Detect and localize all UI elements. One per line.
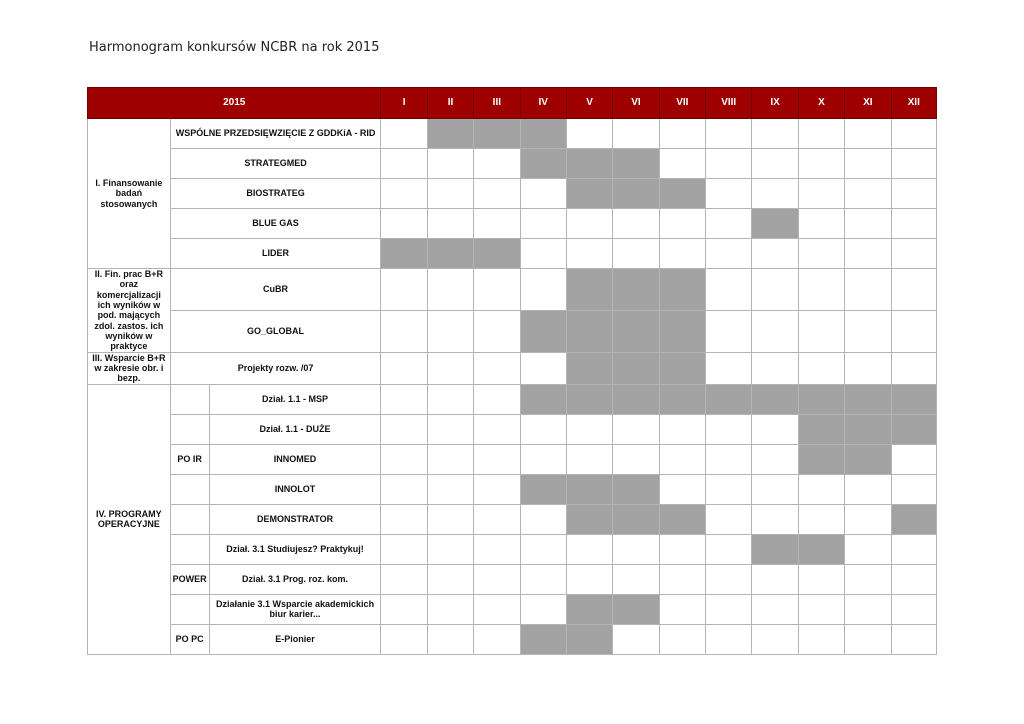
month-cell xyxy=(566,209,612,239)
month-cell xyxy=(520,239,566,269)
program-cell-inner xyxy=(171,535,381,564)
program-name: LIDER xyxy=(170,239,381,269)
month-cell xyxy=(381,444,427,474)
month-cell xyxy=(613,119,659,149)
month-cell xyxy=(520,269,566,311)
month-cell xyxy=(845,534,891,564)
month-cell xyxy=(659,209,705,239)
program-name: Projekty rozw. /07 xyxy=(170,352,381,384)
month-cell xyxy=(798,504,844,534)
active-month-cell xyxy=(427,239,473,269)
header-row xyxy=(88,88,937,119)
program-name: Działanie 3.1 Wsparcie akademickich biur karier... xyxy=(215,598,375,620)
month-header-12: XII xyxy=(891,88,936,119)
subgroup-name: PO IR xyxy=(177,454,202,465)
program-row xyxy=(88,534,937,564)
month-cell xyxy=(798,179,844,209)
program-name: DEMONSTRATOR xyxy=(256,514,334,525)
month-cell xyxy=(845,239,891,269)
program-cell-wrapper xyxy=(170,534,381,564)
active-month-cell xyxy=(520,310,566,352)
active-month-cell xyxy=(845,384,891,414)
program-row xyxy=(88,384,937,414)
active-month-cell xyxy=(613,149,659,179)
month-cell xyxy=(845,269,891,311)
month-header-5: V xyxy=(566,88,612,119)
month-cell xyxy=(474,594,520,624)
active-month-cell xyxy=(891,504,936,534)
month-cell xyxy=(381,352,427,384)
month-header-11: XI xyxy=(845,88,891,119)
program-row xyxy=(88,119,937,149)
month-cell xyxy=(659,119,705,149)
month-cell xyxy=(474,179,520,209)
active-month-cell xyxy=(798,534,844,564)
month-header-1: I xyxy=(381,88,427,119)
month-cell xyxy=(381,119,427,149)
month-cell xyxy=(798,594,844,624)
month-cell xyxy=(891,534,936,564)
month-cell xyxy=(474,310,520,352)
active-month-cell xyxy=(659,384,705,414)
month-cell xyxy=(891,444,936,474)
active-month-cell xyxy=(566,624,612,654)
program-row xyxy=(88,564,937,594)
active-month-cell xyxy=(613,179,659,209)
program-row xyxy=(88,179,937,209)
active-month-cell xyxy=(566,384,612,414)
month-cell xyxy=(706,119,752,149)
active-month-cell xyxy=(566,149,612,179)
active-month-cell xyxy=(474,239,520,269)
month-cell xyxy=(474,209,520,239)
month-cell xyxy=(566,119,612,149)
active-month-cell xyxy=(474,119,520,149)
active-month-cell xyxy=(566,594,612,624)
active-month-cell xyxy=(520,474,566,504)
month-cell xyxy=(891,310,936,352)
month-cell xyxy=(381,474,427,504)
subgroup-label xyxy=(171,445,210,474)
month-cell xyxy=(566,239,612,269)
active-month-cell xyxy=(566,310,612,352)
month-cell xyxy=(891,594,936,624)
program-name: STRATEGMED xyxy=(170,149,381,179)
active-month-cell xyxy=(566,179,612,209)
month-cell xyxy=(706,239,752,269)
month-cell xyxy=(381,624,427,654)
month-cell xyxy=(891,474,936,504)
month-cell xyxy=(427,209,473,239)
program-cell-inner xyxy=(171,625,381,654)
month-cell xyxy=(752,594,798,624)
month-cell xyxy=(845,504,891,534)
month-cell xyxy=(613,564,659,594)
program-row xyxy=(88,444,937,474)
month-header-3: III xyxy=(474,88,520,119)
program-row xyxy=(88,624,937,654)
program-row xyxy=(88,239,937,269)
month-cell xyxy=(474,504,520,534)
month-cell xyxy=(427,149,473,179)
program-cell-inner xyxy=(171,505,381,534)
active-month-cell xyxy=(613,352,659,384)
month-cell xyxy=(427,310,473,352)
month-cell xyxy=(752,564,798,594)
month-cell xyxy=(845,149,891,179)
program-name: INNOLOT xyxy=(274,484,316,495)
month-cell xyxy=(474,384,520,414)
month-cell xyxy=(845,474,891,504)
month-cell xyxy=(381,534,427,564)
month-cell xyxy=(706,564,752,594)
month-cell xyxy=(474,624,520,654)
month-header-10: X xyxy=(798,88,844,119)
program-cell-wrapper xyxy=(170,444,381,474)
subgroup-label xyxy=(171,565,210,594)
category-label: I. Finansowanie badań stosowanych xyxy=(88,119,171,269)
schedule-body xyxy=(88,119,937,655)
active-month-cell xyxy=(798,444,844,474)
month-cell xyxy=(798,269,844,311)
month-cell xyxy=(798,209,844,239)
active-month-cell xyxy=(566,269,612,311)
active-month-cell xyxy=(659,269,705,311)
month-cell xyxy=(474,444,520,474)
year-header: 2015 xyxy=(88,88,381,119)
program-cell-wrapper xyxy=(170,594,381,624)
program-cell-inner xyxy=(171,385,381,414)
month-cell xyxy=(381,594,427,624)
active-month-cell xyxy=(891,384,936,414)
month-cell xyxy=(659,594,705,624)
month-cell xyxy=(474,269,520,311)
program-row xyxy=(88,504,937,534)
month-cell xyxy=(706,179,752,209)
month-header-2: II xyxy=(427,88,473,119)
month-cell xyxy=(566,444,612,474)
month-cell xyxy=(891,149,936,179)
program-name: BLUE GAS xyxy=(170,209,381,239)
subgroup-label xyxy=(171,595,210,624)
month-cell xyxy=(891,564,936,594)
program-row xyxy=(88,352,937,384)
active-month-cell xyxy=(891,414,936,444)
active-month-cell xyxy=(566,504,612,534)
month-cell xyxy=(752,352,798,384)
month-cell xyxy=(845,119,891,149)
month-cell xyxy=(891,179,936,209)
month-cell xyxy=(381,269,427,311)
month-header-6: VI xyxy=(613,88,659,119)
active-month-cell xyxy=(520,384,566,414)
program-cell-inner xyxy=(171,415,381,444)
active-month-cell xyxy=(520,624,566,654)
month-cell xyxy=(891,624,936,654)
month-cell xyxy=(381,179,427,209)
month-cell xyxy=(474,534,520,564)
month-cell xyxy=(845,209,891,239)
month-cell xyxy=(427,269,473,311)
month-cell xyxy=(845,179,891,209)
month-cell xyxy=(613,624,659,654)
program-cell-wrapper xyxy=(170,564,381,594)
month-cell xyxy=(427,624,473,654)
active-month-cell xyxy=(798,384,844,414)
month-header-9: IX xyxy=(752,88,798,119)
month-cell xyxy=(381,310,427,352)
month-cell xyxy=(798,119,844,149)
subgroup-label xyxy=(171,505,210,534)
month-cell xyxy=(891,269,936,311)
month-cell xyxy=(891,209,936,239)
active-month-cell xyxy=(566,352,612,384)
month-cell xyxy=(427,564,473,594)
program-cell-wrapper xyxy=(170,384,381,414)
month-cell xyxy=(891,119,936,149)
month-cell xyxy=(845,310,891,352)
month-cell xyxy=(798,474,844,504)
month-cell xyxy=(427,594,473,624)
program-cell-inner xyxy=(171,475,381,504)
month-cell xyxy=(659,474,705,504)
active-month-cell xyxy=(659,179,705,209)
month-cell xyxy=(752,119,798,149)
month-cell xyxy=(474,564,520,594)
program-cell-inner xyxy=(171,565,381,594)
active-month-cell xyxy=(613,474,659,504)
subgroup-label xyxy=(171,385,210,414)
month-cell xyxy=(566,564,612,594)
active-month-cell xyxy=(706,384,752,414)
active-month-cell xyxy=(659,310,705,352)
month-cell xyxy=(427,534,473,564)
month-cell xyxy=(798,624,844,654)
program-cell-wrapper xyxy=(170,414,381,444)
month-cell xyxy=(613,444,659,474)
program-name: E-Pionier xyxy=(275,634,315,645)
month-cell xyxy=(798,564,844,594)
month-cell xyxy=(520,594,566,624)
category-label: III. Wsparcie B+R w zakresie obr. i bezp. xyxy=(88,352,171,384)
month-cell xyxy=(474,474,520,504)
active-month-cell xyxy=(752,209,798,239)
month-cell xyxy=(427,384,473,414)
month-cell xyxy=(891,352,936,384)
program-cell-wrapper xyxy=(170,474,381,504)
active-month-cell xyxy=(845,414,891,444)
month-cell xyxy=(706,209,752,239)
month-cell xyxy=(706,310,752,352)
month-cell xyxy=(381,414,427,444)
active-month-cell xyxy=(566,474,612,504)
active-month-cell xyxy=(659,352,705,384)
month-cell xyxy=(381,209,427,239)
active-month-cell xyxy=(752,384,798,414)
program-name: GO_GLOBAL xyxy=(170,310,381,352)
program-name: Dział. 3.1 Studiujesz? Praktykuj! xyxy=(226,544,364,555)
program-row xyxy=(88,310,937,352)
program-row xyxy=(88,594,937,624)
program-name: WSPÓLNE PRZEDSIĘWZIĘCIE Z GDDKiA - RID xyxy=(170,119,381,149)
month-cell xyxy=(474,414,520,444)
program-row xyxy=(88,209,937,239)
month-cell xyxy=(752,310,798,352)
month-cell xyxy=(520,564,566,594)
month-cell xyxy=(845,352,891,384)
program-name: INNOMED xyxy=(273,454,317,465)
subgroup-label xyxy=(171,475,210,504)
active-month-cell xyxy=(798,414,844,444)
program-cell-wrapper xyxy=(170,624,381,654)
month-cell xyxy=(659,534,705,564)
month-cell xyxy=(427,444,473,474)
program-cell-wrapper xyxy=(170,504,381,534)
month-cell xyxy=(659,624,705,654)
month-cell xyxy=(706,624,752,654)
month-cell xyxy=(752,414,798,444)
month-cell xyxy=(752,624,798,654)
month-cell xyxy=(706,444,752,474)
month-cell xyxy=(798,149,844,179)
month-cell xyxy=(752,179,798,209)
month-cell xyxy=(659,444,705,474)
month-cell xyxy=(659,149,705,179)
month-cell xyxy=(706,534,752,564)
month-cell xyxy=(659,564,705,594)
month-cell xyxy=(752,474,798,504)
program-row xyxy=(88,269,937,311)
month-cell xyxy=(613,239,659,269)
month-cell xyxy=(845,624,891,654)
month-cell xyxy=(427,179,473,209)
month-cell xyxy=(752,269,798,311)
month-cell xyxy=(566,534,612,564)
program-name: Dział. 3.1 Prog. roz. kom. xyxy=(242,574,349,585)
subgroup-label xyxy=(171,415,210,444)
month-cell xyxy=(520,534,566,564)
month-cell xyxy=(427,474,473,504)
month-cell xyxy=(706,269,752,311)
month-cell xyxy=(613,414,659,444)
active-month-cell xyxy=(520,119,566,149)
active-month-cell xyxy=(427,119,473,149)
month-cell xyxy=(845,564,891,594)
month-cell xyxy=(752,239,798,269)
month-cell xyxy=(613,534,659,564)
month-cell xyxy=(381,504,427,534)
program-cell-inner xyxy=(171,445,381,474)
month-cell xyxy=(798,310,844,352)
document-title: Harmonogram konkursów NCBR na rok 2015 xyxy=(89,40,380,55)
month-cell xyxy=(381,384,427,414)
active-month-cell xyxy=(520,149,566,179)
category-label: IV. PROGRAMY OPERACYJNE xyxy=(88,384,171,654)
month-cell xyxy=(752,149,798,179)
program-row xyxy=(88,474,937,504)
subgroup-name: POWER xyxy=(172,574,207,585)
month-cell xyxy=(706,414,752,444)
month-cell xyxy=(520,444,566,474)
month-cell xyxy=(613,209,659,239)
active-month-cell xyxy=(381,239,427,269)
active-month-cell xyxy=(659,504,705,534)
month-cell xyxy=(474,149,520,179)
subgroup-name: PO PC xyxy=(175,634,204,645)
month-cell xyxy=(659,239,705,269)
active-month-cell xyxy=(613,310,659,352)
active-month-cell xyxy=(613,384,659,414)
subgroup-label xyxy=(171,625,210,654)
active-month-cell xyxy=(845,444,891,474)
month-cell xyxy=(706,594,752,624)
month-cell xyxy=(891,239,936,269)
month-cell xyxy=(381,564,427,594)
month-cell xyxy=(520,209,566,239)
month-cell xyxy=(706,504,752,534)
program-row xyxy=(88,149,937,179)
schedule-table xyxy=(87,87,937,655)
month-cell xyxy=(706,352,752,384)
program-name: BIOSTRATEG xyxy=(170,179,381,209)
month-cell xyxy=(474,352,520,384)
active-month-cell xyxy=(613,504,659,534)
active-month-cell xyxy=(752,534,798,564)
month-cell xyxy=(427,352,473,384)
program-cell-inner xyxy=(171,595,381,624)
program-name: Dział. 1.1 - DUŻE xyxy=(259,424,331,435)
month-cell xyxy=(427,504,473,534)
active-month-cell xyxy=(613,269,659,311)
program-name: Dział. 1.1 - MSP xyxy=(262,394,329,405)
month-cell xyxy=(659,414,705,444)
month-cell xyxy=(798,352,844,384)
month-cell xyxy=(520,352,566,384)
month-cell xyxy=(752,444,798,474)
month-cell xyxy=(520,504,566,534)
program-name: CuBR xyxy=(170,269,381,311)
month-cell xyxy=(752,504,798,534)
month-header-7: VII xyxy=(659,88,705,119)
month-cell xyxy=(520,179,566,209)
month-cell xyxy=(427,414,473,444)
month-cell xyxy=(706,474,752,504)
month-header-8: VIII xyxy=(706,88,752,119)
month-cell xyxy=(520,414,566,444)
subgroup-label xyxy=(171,535,210,564)
month-cell xyxy=(845,594,891,624)
month-cell xyxy=(798,239,844,269)
active-month-cell xyxy=(613,594,659,624)
month-cell xyxy=(381,149,427,179)
month-cell xyxy=(706,149,752,179)
month-header-4: IV xyxy=(520,88,566,119)
month-cell xyxy=(566,414,612,444)
program-row xyxy=(88,414,937,444)
category-label: II. Fin. prac B+R oraz komercjalizacji ich wyników w pod. mających zdol. zastos. ich wyników w praktyce xyxy=(88,269,171,353)
